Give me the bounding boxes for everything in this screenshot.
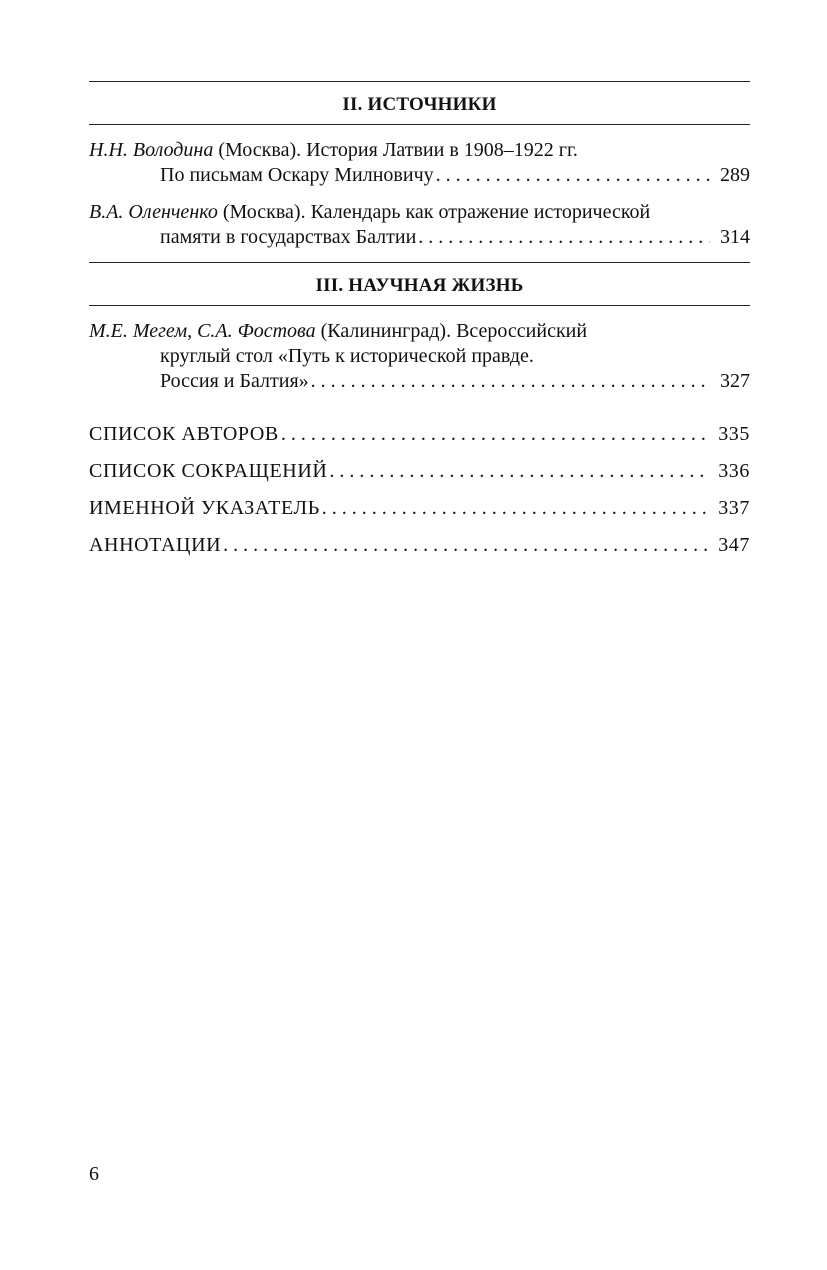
- entry-title-start: (Москва). История Латвии в 1908–1922 гг.: [213, 139, 578, 161]
- entry-last-line: [89, 225, 750, 250]
- toc-item-abbreviations[interactable]: [89, 459, 750, 484]
- entry-first-line: [89, 138, 750, 163]
- entry-first-line: [89, 200, 750, 225]
- entry-authors: М.Е. Мегем, С.А. Фостова: [89, 320, 316, 342]
- section-heading-scientific-life: III. НАУЧНАЯ ЖИЗНЬ: [315, 275, 524, 296]
- entry-title-end: памяти в государствах Балтии: [160, 226, 417, 248]
- toc-entry[interactable]: [89, 319, 750, 394]
- entry-last-line: [89, 163, 750, 188]
- entry-title-end: По письмам Оскару Милновичу: [160, 164, 434, 186]
- entry-title-end: Россия и Балтия»: [160, 370, 309, 392]
- toc-item-page-number: 336: [718, 460, 750, 482]
- toc-item-title: СПИСОК СОКРАЩЕНИЙ: [89, 460, 328, 482]
- dot-leader: [322, 496, 710, 521]
- entry-authors: В.А. Оленченко: [89, 201, 218, 223]
- dot-leader: [223, 533, 710, 558]
- dot-leader: [418, 225, 710, 250]
- entry-middle-line: круглый стол «Путь к исторической правде.: [160, 345, 534, 367]
- section-heading-sources: II. ИСТОЧНИКИ: [342, 94, 497, 115]
- entry-authors: Н.Н. Володина: [89, 139, 214, 161]
- entry-page-number: 289: [720, 164, 750, 186]
- entry-page-number: 327: [720, 370, 750, 392]
- entry-title-start: (Калининград). Всероссийский: [315, 320, 588, 342]
- dot-leader: [281, 422, 710, 447]
- entry-page-number: 314: [720, 226, 750, 248]
- page-number-folio: 6: [89, 1163, 99, 1185]
- entry-title-start: (Москва). Календарь как отражение исторической: [217, 201, 651, 223]
- toc-entry[interactable]: [89, 138, 750, 188]
- toc-item-authors-list[interactable]: [89, 422, 750, 447]
- section-entries-sources: [89, 125, 750, 250]
- toc-item-page-number: 337: [718, 497, 750, 519]
- toc-item-page-number: 347: [718, 534, 750, 556]
- toc-item-title: ИМЕННОЙ УКАЗАТЕЛЬ: [89, 497, 320, 519]
- section-entries-scientific-life: [89, 306, 750, 394]
- dot-leader: [311, 369, 710, 394]
- toc-item-page-number: 335: [718, 423, 750, 445]
- toc-item-name-index[interactable]: [89, 496, 750, 521]
- entry-first-line: [89, 319, 750, 344]
- dot-leader: [329, 459, 710, 484]
- toc-entry[interactable]: [89, 200, 750, 250]
- table-of-contents: [89, 81, 750, 570]
- toc-item-title: СПИСОК АВТОРОВ: [89, 423, 279, 445]
- back-matter-list: [89, 406, 750, 558]
- dot-leader: [436, 163, 710, 188]
- toc-item-title: АННОТАЦИИ: [89, 534, 222, 556]
- entry-last-line: [89, 369, 750, 394]
- toc-item-abstracts[interactable]: [89, 533, 750, 558]
